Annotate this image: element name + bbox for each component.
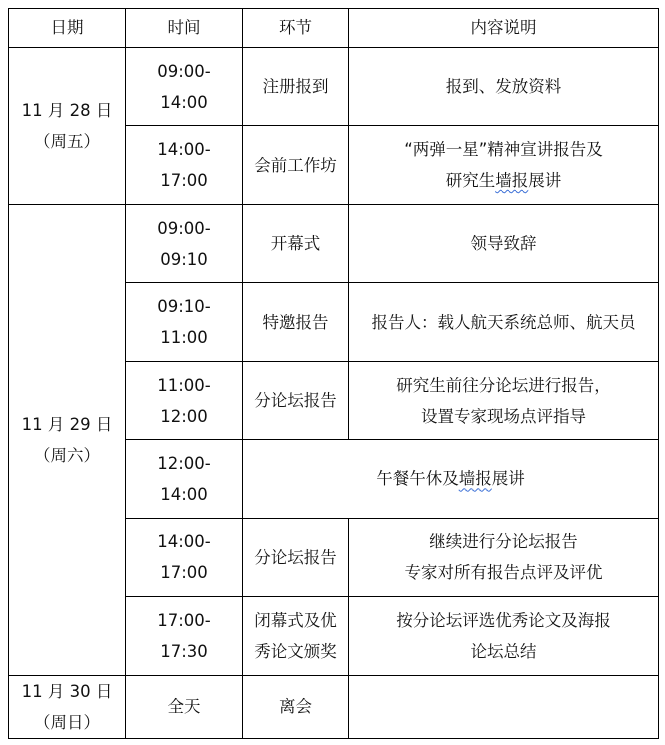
- header-time: 时间: [126, 9, 243, 48]
- time-start: 11:00-: [157, 375, 211, 395]
- session-cell: 离会: [243, 675, 349, 738]
- session-cell: 开幕式: [243, 204, 349, 282]
- time-cell: [126, 675, 243, 738]
- content-cell: [349, 204, 659, 282]
- time-start: 09:00-: [157, 61, 211, 81]
- content-line: 继续进行分论坛报告: [429, 532, 578, 552]
- time-cell: [126, 204, 243, 282]
- spellcheck-underline: 墙报: [458, 469, 492, 489]
- time-start: 12:00-: [157, 453, 211, 473]
- content-line: 设置专家现场点评指导: [421, 406, 586, 426]
- time-cell: [126, 126, 243, 204]
- header-content: 内容说明: [349, 9, 659, 48]
- time-end: 17:00: [160, 563, 208, 583]
- content-line: 报告人：载人航天系统总师、航天员: [371, 312, 636, 332]
- header-session: 环节: [243, 9, 349, 48]
- time-start: 09:10-: [157, 297, 211, 317]
- session-line: 闭幕式及优: [254, 610, 337, 630]
- date-cell: [9, 204, 126, 675]
- time-end: 12:00: [160, 406, 208, 426]
- content-line: 研究生墙报展讲: [445, 171, 562, 191]
- date-cell: [9, 48, 126, 205]
- time-cell: [126, 283, 243, 361]
- content-cell: [349, 675, 659, 738]
- spellcheck-underline: 墙报: [495, 171, 529, 191]
- session-cell: 特邀报告: [243, 283, 349, 361]
- schedule-table: [8, 8, 659, 739]
- content-line: 领导致辞: [470, 234, 537, 254]
- time-cell: [126, 48, 243, 126]
- time-end: 14:00: [160, 484, 208, 504]
- content-cell: [349, 283, 659, 361]
- time-start: 14:00-: [157, 140, 211, 160]
- content-line: 按分论坛评选优秀论文及海报: [396, 610, 611, 630]
- date-text: 11 月 29 日: [21, 414, 113, 434]
- header-row: [9, 9, 659, 48]
- content-line: 研究生前往分论坛进行报告，: [396, 375, 611, 395]
- time-end: 14:00: [160, 92, 208, 112]
- content-cell: [349, 597, 659, 675]
- date-cell: [9, 675, 126, 738]
- session-cell: 注册报到: [243, 48, 349, 126]
- content-line: 午餐午休及墙报展讲: [376, 469, 525, 489]
- content-cell: [349, 518, 659, 596]
- time-cell: [126, 361, 243, 439]
- table-row: [9, 204, 659, 282]
- merged-content-cell: [243, 440, 659, 518]
- weekday-text: （周五）: [34, 131, 100, 151]
- weekday-text: （周六）: [34, 445, 100, 465]
- weekday-text: （周日）: [34, 712, 100, 732]
- header-date: 日期: [9, 9, 126, 48]
- content-cell: [349, 126, 659, 204]
- table-row: [9, 48, 659, 126]
- content-line: 报到、发放资料: [445, 77, 562, 97]
- session-cell: 会前工作坊: [243, 126, 349, 204]
- content-line: 论坛总结: [470, 641, 537, 661]
- time-end: 09:10: [160, 249, 208, 269]
- time-cell: [126, 440, 243, 518]
- time-cell: [126, 518, 243, 596]
- content-cell: [349, 48, 659, 126]
- content-line: 专家对所有报告点评及评优: [404, 563, 603, 583]
- content-cell: [349, 361, 659, 439]
- date-text: 11 月 30 日: [21, 681, 113, 701]
- time-start: 09:00-: [157, 218, 211, 238]
- time-start: 14:00-: [157, 532, 211, 552]
- time-end: 17:30: [160, 641, 208, 661]
- session-cell: 分论坛报告: [243, 518, 349, 596]
- session-cell: [243, 597, 349, 675]
- session-line: 秀论文颁奖: [254, 641, 337, 661]
- content-line: “两弹一星”精神宣讲报告及: [404, 140, 603, 160]
- time-start: 17:00-: [157, 610, 211, 630]
- time-cell: [126, 597, 243, 675]
- date-text: 11 月 28 日: [21, 100, 113, 120]
- time-start: 全天: [167, 697, 201, 717]
- session-cell: 分论坛报告: [243, 361, 349, 439]
- table-row: [9, 675, 659, 738]
- time-end: 17:00: [160, 171, 208, 191]
- time-end: 11:00: [160, 328, 208, 348]
